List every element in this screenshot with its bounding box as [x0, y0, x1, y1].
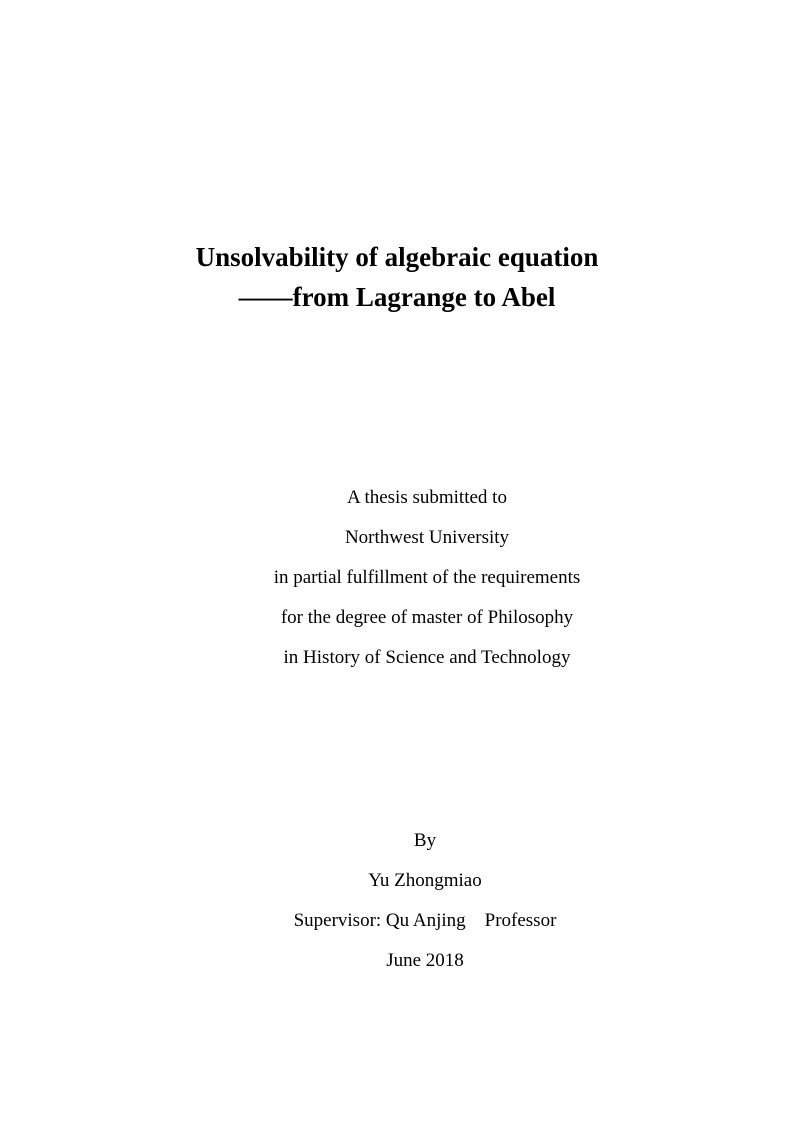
author-info — [0, 821, 794, 981]
statement-line: in partial fulfillment of the requirements — [273, 567, 581, 588]
statement-line: A thesis submitted to — [347, 487, 507, 508]
statement-line: for the degree of master of Philosophy — [280, 607, 574, 628]
by-label: By — [413, 830, 437, 851]
title-main: Unsolvability of algebraic equation — [195, 242, 599, 272]
author-name: Yu Zhongmiao — [368, 870, 482, 891]
submission-statement — [0, 478, 794, 678]
thesis-title — [0, 237, 794, 317]
statement-line: in History of Science and Technology — [283, 647, 571, 668]
title-subtitle: ——from Lagrange to Abel — [238, 282, 556, 312]
submission-date: June 2018 — [386, 950, 464, 971]
supervisor-line: Supervisor: Qu Anjing Professor — [293, 910, 557, 931]
statement-line: Northwest University — [344, 527, 510, 548]
